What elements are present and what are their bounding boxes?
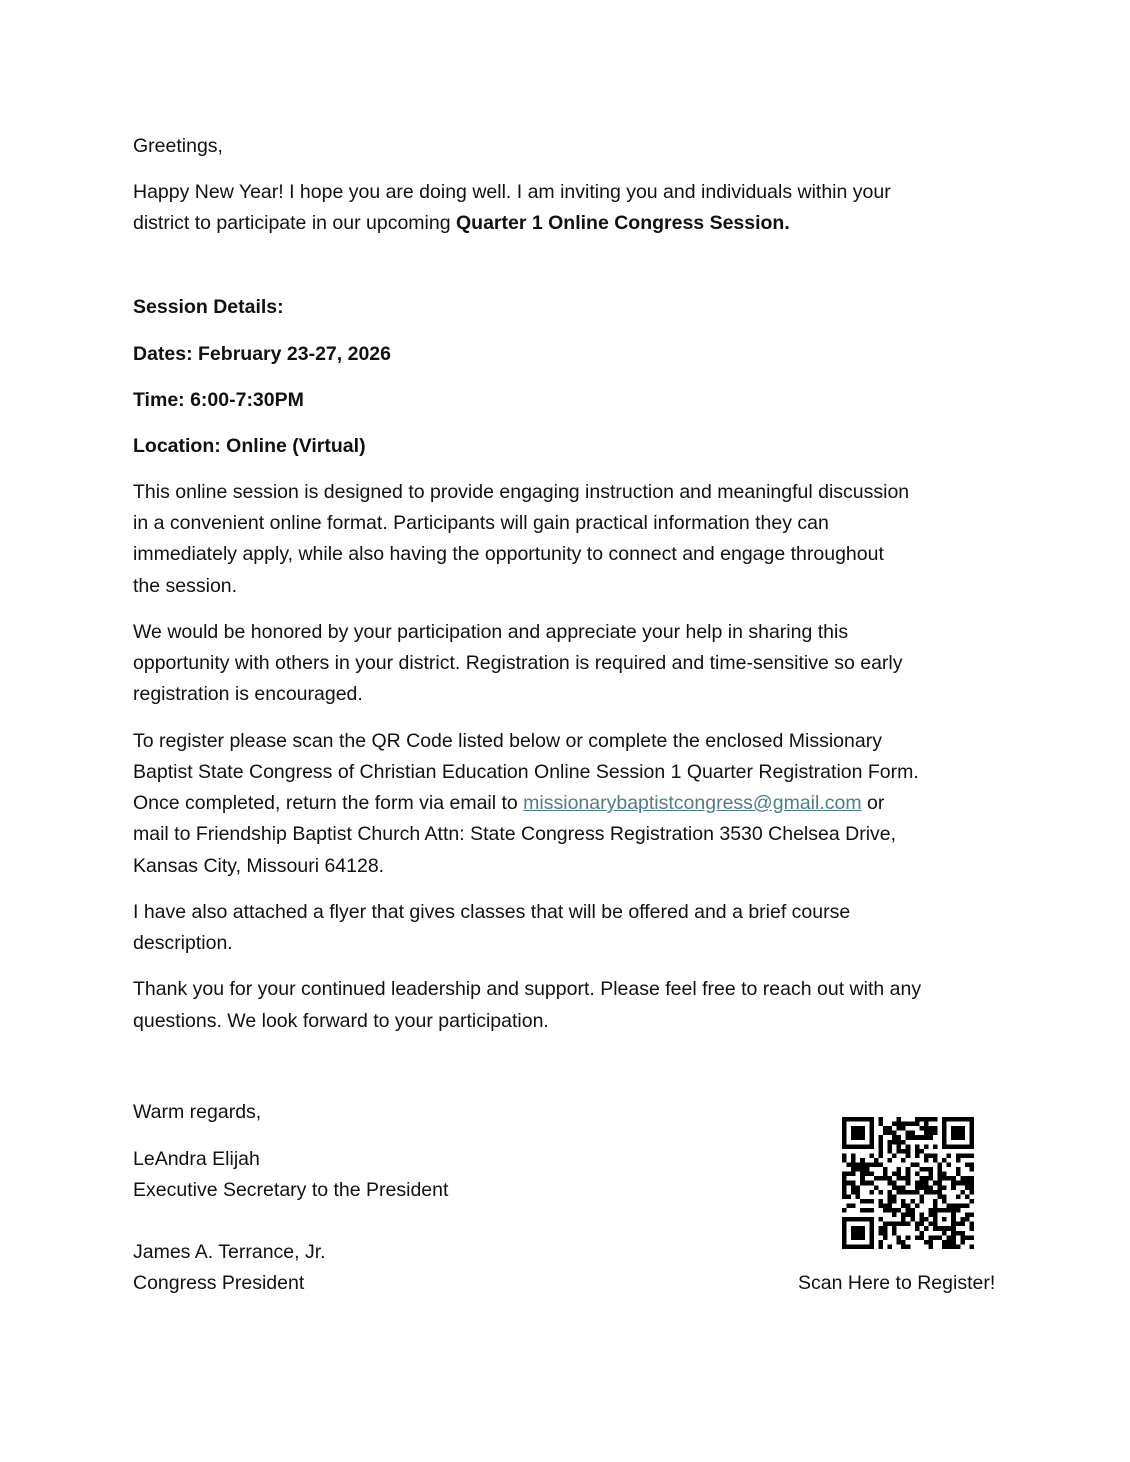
paragraph-3-line: To register please scan the QR Code listed below or complete the enclosed Missionary	[133, 730, 882, 752]
intro-line-1: Happy New Year! I hope you are doing well. I am inviting you and individuals within your	[133, 181, 891, 203]
paragraph-3-line: Kansas City, Missouri 64128.	[133, 855, 385, 877]
paragraph-1-line: immediately apply, while also having the opportunity to connect and engage throughout	[133, 543, 884, 565]
paragraph-1-line: This online session is designed to provide engaging instruction and meaningful discussion	[133, 481, 910, 503]
intro-line-2	[133, 208, 790, 239]
session-location: Location: Online (Virtual)	[133, 435, 366, 457]
paragraph-1-line: in a convenient online format. Participants will gain practical information they can	[133, 512, 829, 534]
paragraph-5-line: Thank you for your continued leadership and support. Please feel free to reach out with any	[133, 978, 922, 1000]
session-details-heading: Session Details:	[133, 296, 284, 318]
greeting: Greetings,	[133, 135, 223, 157]
session-dates: Dates: February 23-27, 2026	[133, 343, 391, 365]
email-prefix: Once completed, return the form via email to	[133, 792, 524, 814]
paragraph-3-line	[133, 788, 884, 819]
paragraph-4-line: description.	[133, 932, 233, 954]
email-link[interactable]: missionarybaptistcongress@gmail.com	[523, 792, 862, 814]
signer-2-title: Congress President	[133, 1272, 305, 1294]
session-name: Quarter 1 Online Congress Session.	[456, 212, 790, 234]
signer-2-name: James A. Terrance, Jr.	[133, 1241, 326, 1263]
paragraph-3-line: mail to Friendship Baptist Church Attn: State Congress Registration 3530 Chelsea Drive,	[133, 823, 897, 845]
intro-text: district to participate in our upcoming	[133, 212, 456, 234]
signer-1-title: Executive Secretary to the President	[133, 1179, 449, 1201]
qr-caption: Scan Here to Register!	[798, 1272, 996, 1294]
signer-1-name: LeAndra Elijah	[133, 1148, 260, 1170]
session-time: Time: 6:00-7:30PM	[133, 389, 304, 411]
closing: Warm regards,	[133, 1101, 262, 1123]
paragraph-4-line: I have also attached a flyer that gives classes that will be offered and a brief course	[133, 901, 851, 923]
paragraph-2-line: registration is encouraged.	[133, 683, 363, 705]
paragraph-1-line: the session.	[133, 575, 238, 597]
paragraph-2-line: We would be honored by your participation and appreciate your help in sharing this	[133, 621, 849, 643]
email-suffix: or	[861, 792, 885, 814]
qr-code-icon[interactable]	[842, 1117, 974, 1249]
paragraph-5-line: questions. We look forward to your participation.	[133, 1010, 549, 1032]
paragraph-3-line: Baptist State Congress of Christian Education Online Session 1 Quarter Registration Form.	[133, 761, 919, 783]
paragraph-2-line: opportunity with others in your district. Registration is required and time-sensitive so early	[133, 652, 903, 674]
